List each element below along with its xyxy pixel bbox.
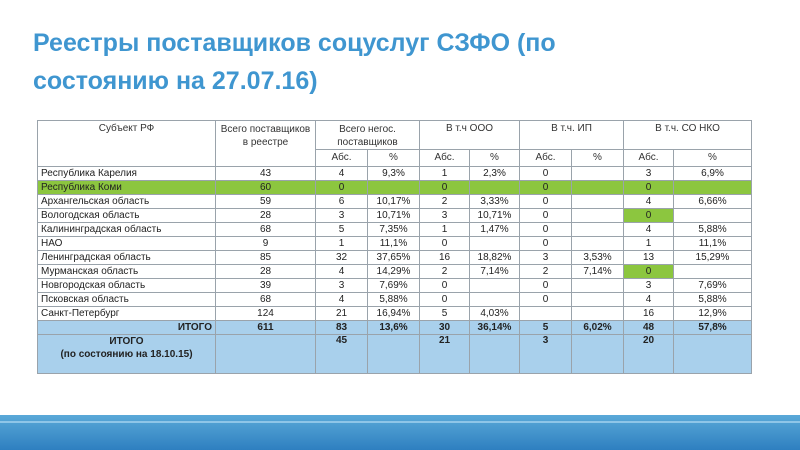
nko-abs: 0 <box>624 265 674 279</box>
table-row <box>38 209 752 223</box>
ooo-pct <box>470 335 520 374</box>
header-abs: Абс. <box>316 150 368 167</box>
ooo-abs: 3 <box>420 209 470 223</box>
nongov-pct <box>368 181 420 195</box>
total-count <box>216 335 316 374</box>
nongov-abs: 4 <box>316 293 368 307</box>
ip-abs: 0 <box>520 237 572 251</box>
header-pct: % <box>572 150 624 167</box>
ooo-abs: 1 <box>420 167 470 181</box>
region-name: Ленинградская область <box>38 251 216 265</box>
ooo-pct: 2,3% <box>470 167 520 181</box>
nko-abs: 3 <box>624 167 674 181</box>
ooo-pct: 3,33% <box>470 195 520 209</box>
nongov-abs: 6 <box>316 195 368 209</box>
nko-pct: 11,1% <box>674 237 752 251</box>
ip-abs: 5 <box>520 321 572 335</box>
ip-pct: 6,02% <box>572 321 624 335</box>
slide-title: Реестры поставщиков соцуслуг СЗФО (по состоянию на 27.07.16) <box>33 29 556 95</box>
ip-abs <box>520 307 572 321</box>
ooo-abs: 21 <box>420 335 470 374</box>
table-row <box>38 167 752 181</box>
nongov-abs: 5 <box>316 223 368 237</box>
ooo-abs: 2 <box>420 195 470 209</box>
ooo-pct <box>470 279 520 293</box>
nko-pct: 5,88% <box>674 293 752 307</box>
nongov-pct: 7,35% <box>368 223 420 237</box>
total-count: 60 <box>216 181 316 195</box>
nongov-abs: 3 <box>316 209 368 223</box>
nko-abs: 0 <box>624 181 674 195</box>
ooo-abs: 0 <box>420 279 470 293</box>
ip-abs: 0 <box>520 181 572 195</box>
total-count: 611 <box>216 321 316 335</box>
nko-pct: 12,9% <box>674 307 752 321</box>
nongov-pct: 10,17% <box>368 195 420 209</box>
nongov-pct: 11,1% <box>368 237 420 251</box>
nko-pct <box>674 265 752 279</box>
nongov-abs: 1 <box>316 237 368 251</box>
ooo-pct <box>470 181 520 195</box>
total-label: ИТОГО <box>38 321 216 335</box>
previous-total-title: ИТОГО <box>109 336 144 347</box>
header-abs: Абс. <box>420 150 470 167</box>
ooo-pct: 18,82% <box>470 251 520 265</box>
header-ooo: В т.ч ООО <box>420 121 520 150</box>
header-pct: % <box>470 150 520 167</box>
nko-pct: 6,66% <box>674 195 752 209</box>
previous-total-label <box>38 335 216 374</box>
ip-abs: 2 <box>520 265 572 279</box>
table-row <box>38 223 752 237</box>
nongov-abs: 4 <box>316 265 368 279</box>
total-count: 68 <box>216 293 316 307</box>
nko-pct: 5,88% <box>674 223 752 237</box>
nko-abs: 16 <box>624 307 674 321</box>
table-row <box>38 307 752 321</box>
ip-pct <box>572 293 624 307</box>
suppliers-registry-table <box>37 120 752 374</box>
ip-pct <box>572 237 624 251</box>
ooo-abs: 2 <box>420 265 470 279</box>
header-ip: В т.ч. ИП <box>520 121 624 150</box>
nko-abs: 13 <box>624 251 674 265</box>
ip-pct <box>572 181 624 195</box>
nongov-pct: 9,3% <box>368 167 420 181</box>
nongov-pct: 10,71% <box>368 209 420 223</box>
region-name: Новгородская область <box>38 279 216 293</box>
ip-abs: 3 <box>520 335 572 374</box>
ip-pct <box>572 307 624 321</box>
footer-stripe <box>0 421 800 423</box>
ip-pct <box>572 335 624 374</box>
nongov-abs: 32 <box>316 251 368 265</box>
ooo-pct <box>470 293 520 307</box>
ip-pct: 7,14% <box>572 265 624 279</box>
ooo-pct: 36,14% <box>470 321 520 335</box>
total-count: 9 <box>216 237 316 251</box>
nko-abs: 48 <box>624 321 674 335</box>
region-name: НАО <box>38 237 216 251</box>
region-name: Архангельская область <box>38 195 216 209</box>
nko-abs: 0 <box>624 209 674 223</box>
ip-abs: 0 <box>520 223 572 237</box>
nko-pct: 7,69% <box>674 279 752 293</box>
region-name: Мурманская область <box>38 265 216 279</box>
header-row-top <box>38 121 752 150</box>
ip-pct <box>572 223 624 237</box>
total-count: 28 <box>216 209 316 223</box>
nongov-pct <box>368 335 420 374</box>
nongov-pct: 13,6% <box>368 321 420 335</box>
region-name: Санкт-Петербург <box>38 307 216 321</box>
nongov-abs: 45 <box>316 335 368 374</box>
total-count: 59 <box>216 195 316 209</box>
table-row <box>38 279 752 293</box>
ooo-abs: 30 <box>420 321 470 335</box>
ooo-abs: 0 <box>420 293 470 307</box>
nko-pct: 6,9% <box>674 167 752 181</box>
nongov-pct: 7,69% <box>368 279 420 293</box>
header-nongov: Всего негос. поставщиков <box>316 121 420 150</box>
nongov-abs: 3 <box>316 279 368 293</box>
ooo-pct: 1,47% <box>470 223 520 237</box>
header-abs: Абс. <box>624 150 674 167</box>
previous-total-row <box>38 335 752 374</box>
nongov-pct: 37,65% <box>368 251 420 265</box>
nko-abs: 4 <box>624 195 674 209</box>
nko-abs: 4 <box>624 223 674 237</box>
table-row <box>38 195 752 209</box>
header-nko: В т.ч. СО НКО <box>624 121 752 150</box>
ooo-abs: 5 <box>420 307 470 321</box>
region-name: Псковская область <box>38 293 216 307</box>
total-count: 124 <box>216 307 316 321</box>
ooo-abs: 16 <box>420 251 470 265</box>
nko-pct <box>674 181 752 195</box>
table-row <box>38 237 752 251</box>
nko-abs: 3 <box>624 279 674 293</box>
ooo-abs: 0 <box>420 237 470 251</box>
header-abs: Абс. <box>520 150 572 167</box>
table-row <box>38 181 752 195</box>
header-total: Всего поставщиков в реестре <box>216 121 316 167</box>
ip-pct <box>572 209 624 223</box>
previous-total-date: (по состоянию на 18.10.15) <box>60 349 193 360</box>
nko-abs: 4 <box>624 293 674 307</box>
ooo-abs: 1 <box>420 223 470 237</box>
total-count: 68 <box>216 223 316 237</box>
header-pct: % <box>368 150 420 167</box>
ip-abs: 0 <box>520 279 572 293</box>
ooo-pct: 7,14% <box>470 265 520 279</box>
footer-band <box>0 415 800 450</box>
nongov-abs: 83 <box>316 321 368 335</box>
ip-pct <box>572 195 624 209</box>
ip-abs: 0 <box>520 195 572 209</box>
ip-abs: 0 <box>520 167 572 181</box>
nongov-abs: 21 <box>316 307 368 321</box>
ip-pct: 3,53% <box>572 251 624 265</box>
nko-pct <box>674 335 752 374</box>
table-row <box>38 265 752 279</box>
nongov-abs: 4 <box>316 167 368 181</box>
table-row <box>38 251 752 265</box>
ooo-pct: 10,71% <box>470 209 520 223</box>
ooo-pct: 4,03% <box>470 307 520 321</box>
nko-pct <box>674 209 752 223</box>
ip-pct <box>572 279 624 293</box>
region-name: Республика Коми <box>38 181 216 195</box>
nongov-pct: 16,94% <box>368 307 420 321</box>
table-row <box>38 293 752 307</box>
ip-abs: 0 <box>520 209 572 223</box>
nko-pct: 57,8% <box>674 321 752 335</box>
nko-abs: 1 <box>624 237 674 251</box>
ooo-abs: 0 <box>420 181 470 195</box>
ip-abs: 3 <box>520 251 572 265</box>
nongov-abs: 0 <box>316 181 368 195</box>
nko-abs: 20 <box>624 335 674 374</box>
ip-pct <box>572 167 624 181</box>
total-count: 43 <box>216 167 316 181</box>
ooo-pct <box>470 237 520 251</box>
header-pct: % <box>674 150 752 167</box>
region-name: Калининградская область <box>38 223 216 237</box>
region-name: Республика Карелия <box>38 167 216 181</box>
nongov-pct: 14,29% <box>368 265 420 279</box>
total-row <box>38 321 752 335</box>
ip-abs: 0 <box>520 293 572 307</box>
region-name: Вологодская область <box>38 209 216 223</box>
nko-pct: 15,29% <box>674 251 752 265</box>
nongov-pct: 5,88% <box>368 293 420 307</box>
total-count: 39 <box>216 279 316 293</box>
total-count: 85 <box>216 251 316 265</box>
header-subject: Субъект РФ <box>38 121 216 167</box>
total-count: 28 <box>216 265 316 279</box>
